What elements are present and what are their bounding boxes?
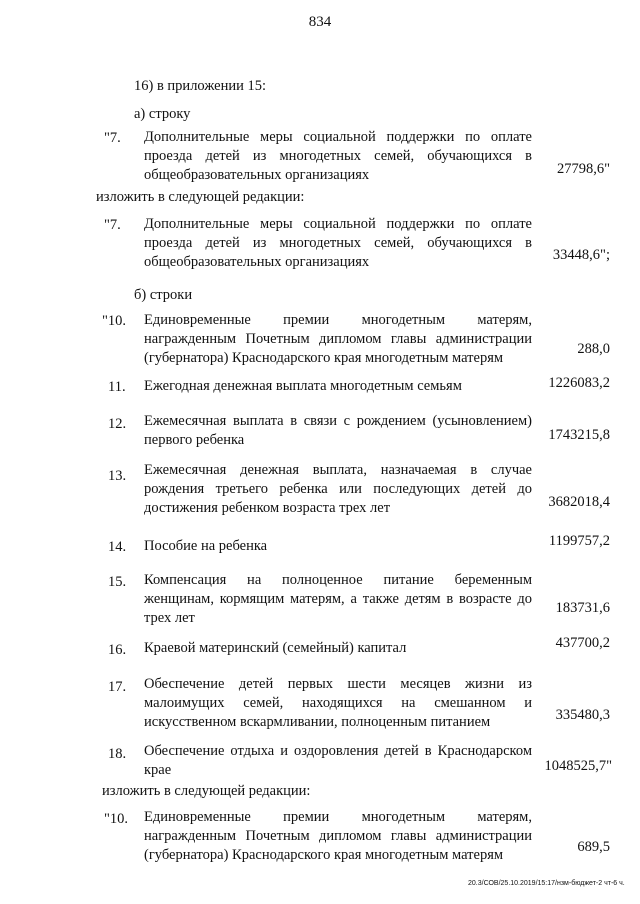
row-7-old-amount: 27798,6" <box>556 161 610 177</box>
row-7-old-number: "7. <box>104 130 121 146</box>
row-10-new-number: "10. <box>104 811 129 827</box>
page-number: 834 <box>308 14 332 30</box>
footer-stamp: 20.3/СОВ/25.10.2019/15:17/нзм-бюджет-2 чт-6 ч. <box>468 880 625 887</box>
sub-b-label: б) строки <box>134 287 193 303</box>
row-11-description: Ежегодная денежная выплата многодетным семьям <box>144 378 462 394</box>
restate-1: изложить в следующей редакции: <box>96 189 305 205</box>
row-16-number: 16. <box>108 642 127 658</box>
row-17-number: 17. <box>108 679 127 695</box>
row-7-new-description: Дополнительные меры социальной поддержки по оплате проезда детей из многодетных семей, обучающихся в общеобразовательных организациях <box>144 216 532 270</box>
row-15-amount: 183731,6 <box>555 600 610 616</box>
row-12-number: 12. <box>108 416 127 432</box>
row-13-description: Ежемесячная денежная выплата, назначаемая в случае рождения третьего ребенка или последующих детей до достижения ребенком возраста трех лет <box>144 462 532 516</box>
row-15-number: 15. <box>108 574 127 590</box>
row-7-old-description: Дополнительные меры социальной поддержки по оплате проезда детей из многодетных семей, обучающихся в общеобразовательных организациях <box>144 129 532 183</box>
row-10-number: "10. <box>102 313 127 329</box>
row-17-amount: 335480,3 <box>555 707 610 723</box>
row-7-new-number: "7. <box>104 217 121 233</box>
row-18-description: Обеспечение отдыха и оздоровления детей в Краснодарском крае <box>144 743 532 778</box>
row-16-amount: 437700,2 <box>555 635 610 651</box>
row-14-number: 14. <box>108 539 127 555</box>
row-18-amount: 1048525,7" <box>544 758 612 774</box>
row-15-description: Компенсация на полноценное питание беременным женщинам, кормящим матерям, а также детям в возрасте до трех лет <box>144 572 532 626</box>
row-18-number: 18. <box>108 746 127 762</box>
row-10-amount: 288,0 <box>577 341 610 357</box>
row-17-description: Обеспечение детей первых шести месяцев жизни из малоимущих семей, находящихся на смешанном и искусственном вскармливании, полноценным питанием <box>144 676 532 730</box>
row-10-new-description: Единовременные премии многодетным матерям, награжденным Почетным дипломом главы администрации (губернатора) Краснодарского края многодетным матерям <box>144 809 532 863</box>
sub-a-label: а) строку <box>134 106 191 122</box>
restate-2: изложить в следующей редакции: <box>102 783 311 799</box>
row-13-amount: 3682018,4 <box>548 494 610 510</box>
row-7-new-amount: 33448,6"; <box>552 247 610 263</box>
row-10-new-amount: 689,5 <box>577 839 610 855</box>
row-12-description: Ежемесячная выплата в связи с рождением (усыновлением) первого ребенка <box>144 413 532 448</box>
row-11-amount: 1226083,2 <box>548 375 610 391</box>
row-14-amount: 1199757,2 <box>548 533 610 549</box>
row-13-number: 13. <box>108 468 127 484</box>
row-11-number: 11. <box>108 379 126 395</box>
row-16-description: Краевой материнский (семейный) капитал <box>144 640 407 656</box>
intro-line: 16) в приложении 15: <box>134 78 267 94</box>
row-14-description: Пособие на ребенка <box>144 538 268 554</box>
row-10-description: Единовременные премии многодетным матерям, награжденным Почетным дипломом главы администрации (губернатора) Краснодарского края многодетным матерям <box>144 312 532 366</box>
row-12-amount: 1743215,8 <box>548 427 610 443</box>
